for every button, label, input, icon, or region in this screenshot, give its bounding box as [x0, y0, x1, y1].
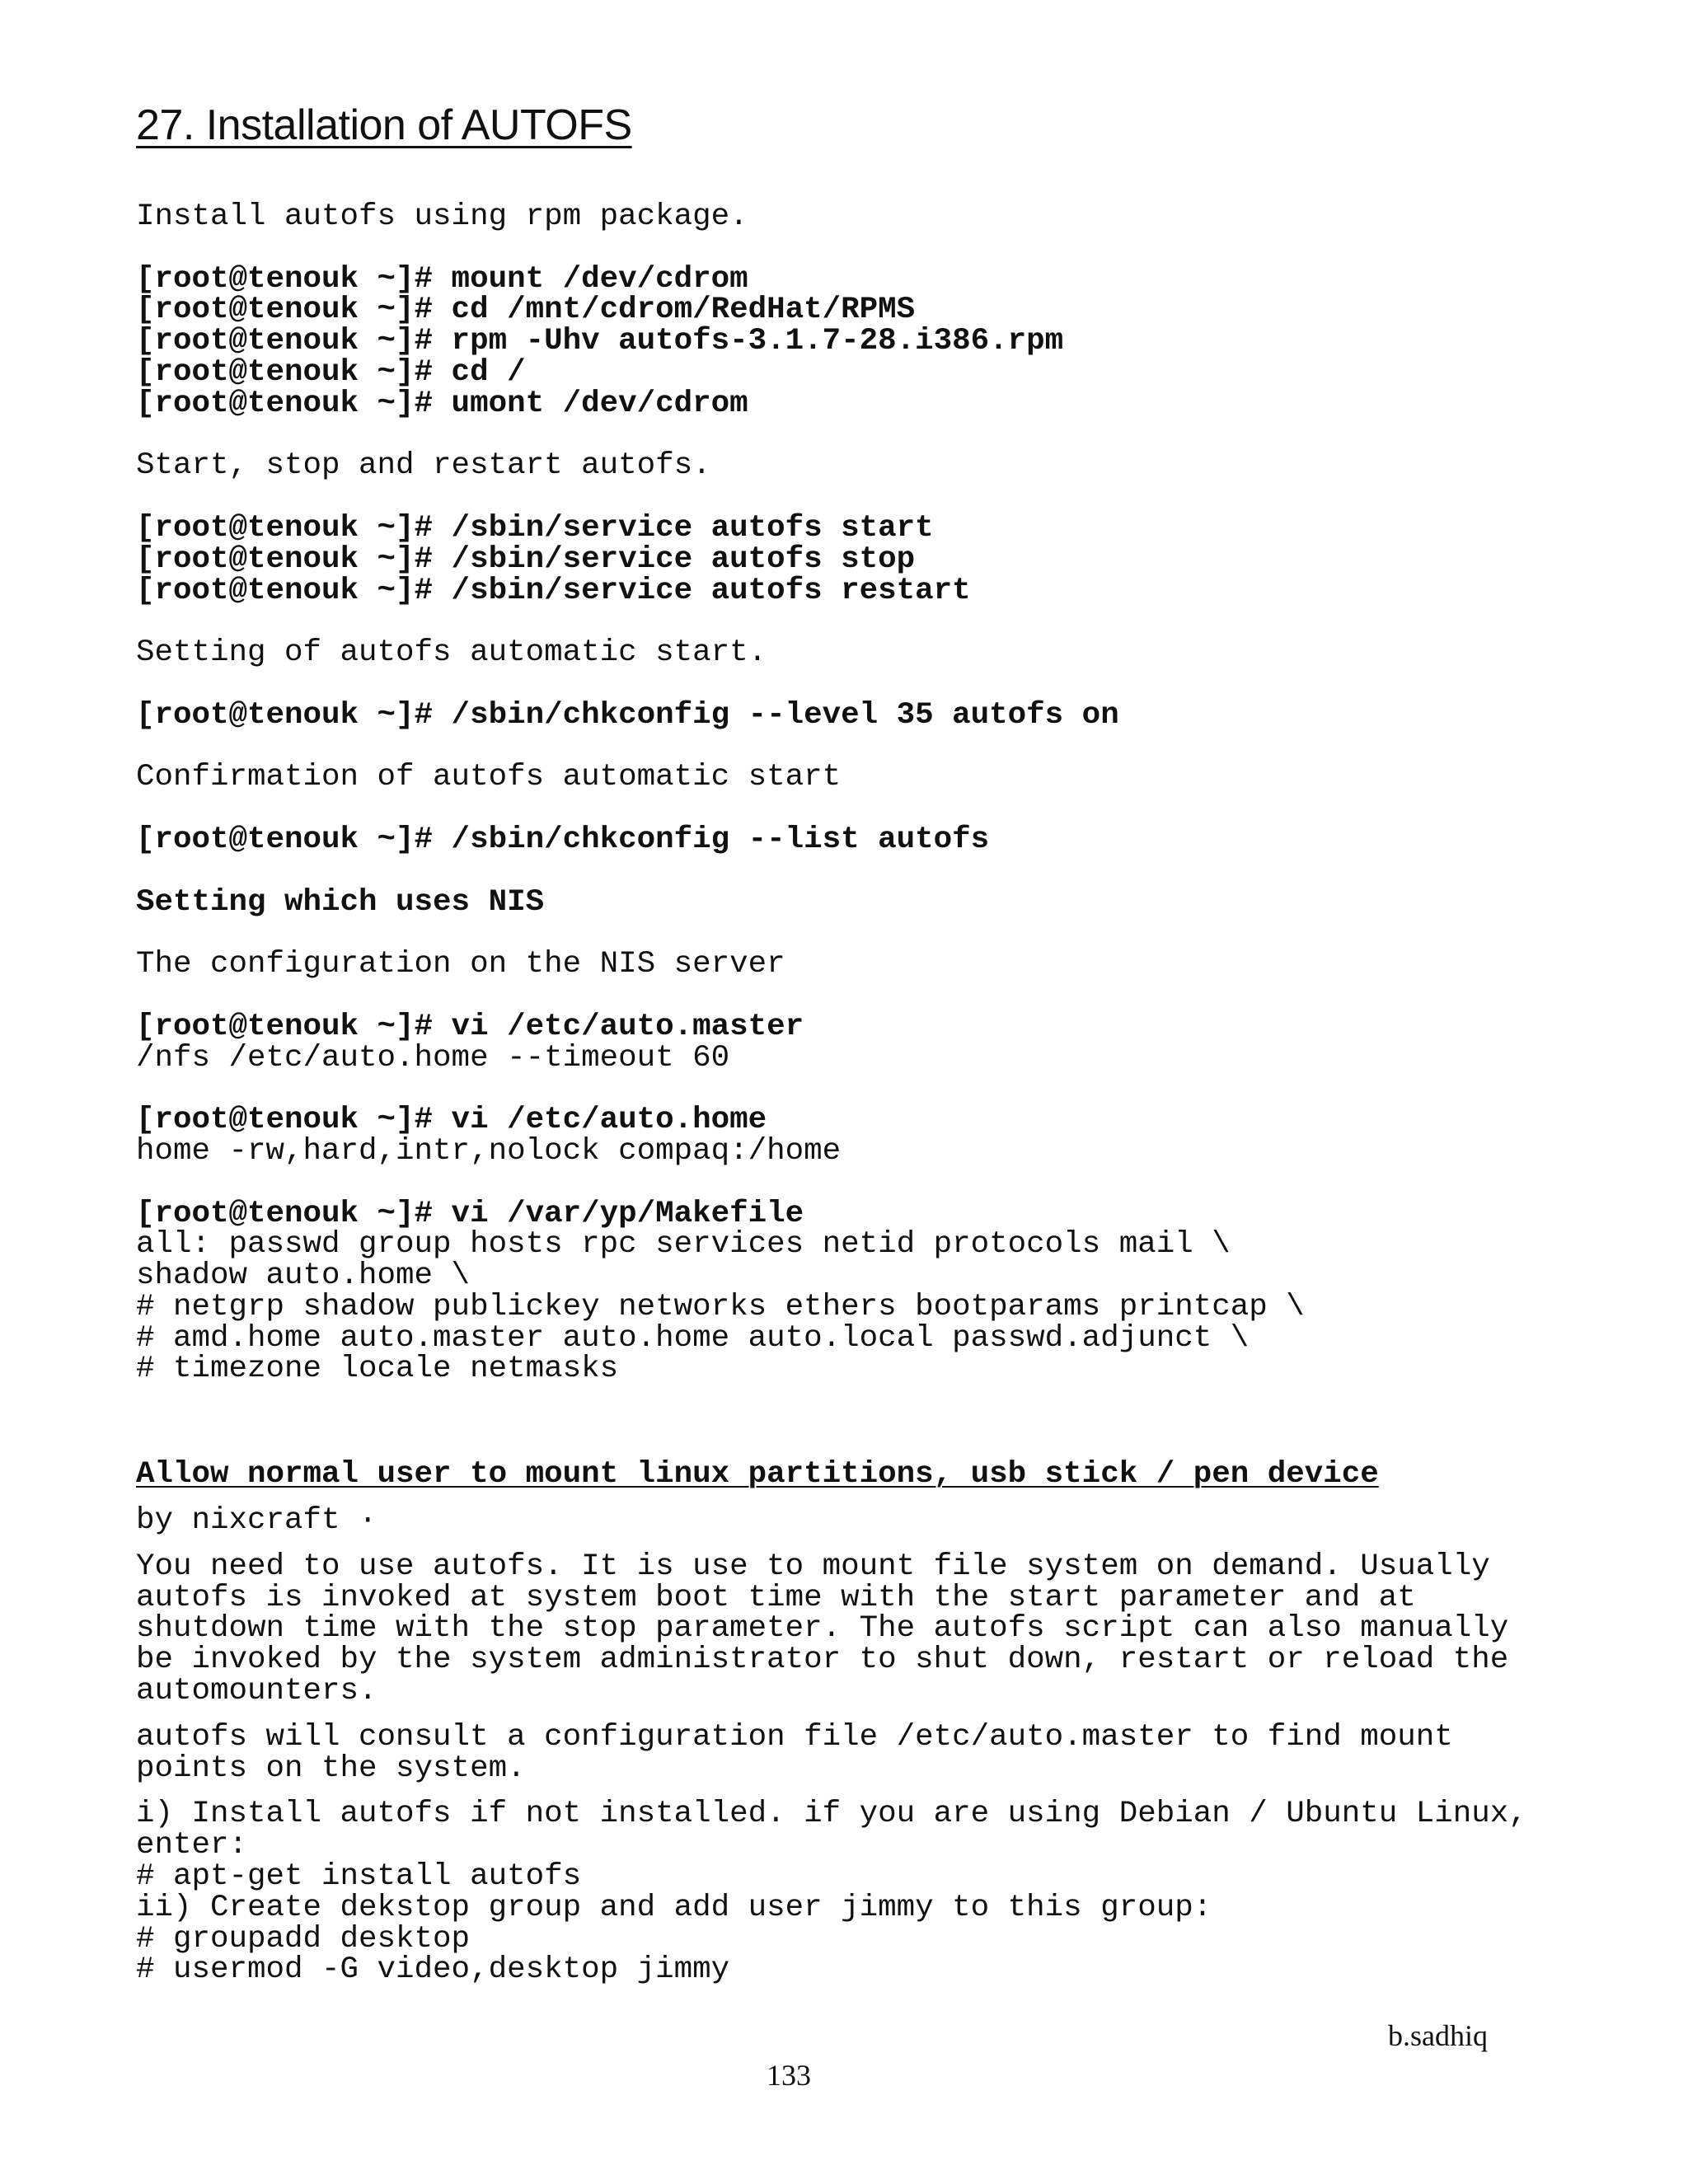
- command-line: [root@tenouk ~]# /sbin/chkconfig --level 35 autofs on: [136, 697, 1119, 733]
- document-body: [136, 199, 1554, 1988]
- nis-heading: Setting which uses NIS: [136, 884, 545, 920]
- config-line: # netgrp shadow publickey networks ethers bootparams printcap \: [136, 1289, 1305, 1324]
- command-line: [root@tenouk ~]# vi /etc/auto.home: [136, 1103, 767, 1138]
- command-line: [root@tenouk ~]# vi /etc/auto.master: [136, 1009, 804, 1044]
- config-line: # timezone locale netmasks: [136, 1352, 619, 1387]
- confirmation-intro: Confirmation of autofs automatic start: [136, 760, 842, 795]
- author-name: b.sadhiq: [1388, 2019, 1488, 2052]
- command-line: [root@tenouk ~]# mount /dev/cdrom: [136, 261, 748, 297]
- config-line: shadow auto.home \: [136, 1258, 471, 1294]
- command-line: [root@tenouk ~]# /sbin/service autofs restart: [136, 573, 971, 608]
- article-byline: by nixcraft ·: [136, 1503, 377, 1539]
- command-line: [root@tenouk ~]# umont /dev/cdrom: [136, 386, 748, 421]
- article-heading: Allow normal user to mount linux partitions, usb stick / pen device: [136, 1457, 1379, 1493]
- config-line: home -rw,hard,intr,nolock compaq:/home: [136, 1133, 842, 1169]
- step-line: # apt-get install autofs: [136, 1859, 582, 1895]
- step-line: # groupadd desktop: [136, 1921, 471, 1957]
- article-paragraph: autofs will consult a configuration file /etc/auto.master to find mount points on the system.: [136, 1719, 1453, 1786]
- page-number: 133: [767, 2059, 811, 2092]
- step-line: i) Install autofs if not installed. if you are using Debian / Ubuntu Linux, enter:: [136, 1797, 1527, 1863]
- automatic-start-intro: Setting of autofs automatic start.: [136, 635, 767, 671]
- command-line: [root@tenouk ~]# /sbin/service autofs stop: [136, 541, 916, 577]
- command-line: [root@tenouk ~]# /sbin/chkconfig --list autofs: [136, 822, 990, 857]
- service-intro: Start, stop and restart autofs.: [136, 448, 711, 484]
- command-line: [root@tenouk ~]# cd /: [136, 354, 526, 390]
- command-line: [root@tenouk ~]# cd /mnt/cdrom/RedHat/RPMS: [136, 293, 916, 328]
- nis-intro: The configuration on the NIS server: [136, 947, 785, 982]
- config-line: # amd.home auto.master auto.home auto.local passwd.adjunct \: [136, 1320, 1250, 1356]
- page-title: 27. Installation of AUTOFS: [136, 101, 632, 149]
- step-line: # usermod -G video,desktop jimmy: [136, 1952, 730, 1988]
- command-line: [root@tenouk ~]# /sbin/service autofs start: [136, 510, 934, 546]
- step-line: ii) Create dekstop group and add user jimmy to this group:: [136, 1890, 1212, 1925]
- rpm-install-intro: Install autofs using rpm package.: [136, 199, 748, 234]
- config-line: /nfs /etc/auto.home --timeout 60: [136, 1040, 730, 1076]
- article-paragraph: You need to use autofs. It is use to mount file system on demand. Usually autofs is invoked at system boot time with the start parameter and at shutdown time with the stop parameter. The autofs script can also manually be invoked by the system administrator to shut down, restart or reload the automounters.: [136, 1549, 1509, 1709]
- config-line: all: passwd group hosts rpc services netid protocols mail \: [136, 1227, 1231, 1263]
- command-line: [root@tenouk ~]# vi /var/yp/Makefile: [136, 1196, 804, 1231]
- command-line: [root@tenouk ~]# rpm -Uhv autofs-3.1.7-28.i386.rpm: [136, 324, 1064, 359]
